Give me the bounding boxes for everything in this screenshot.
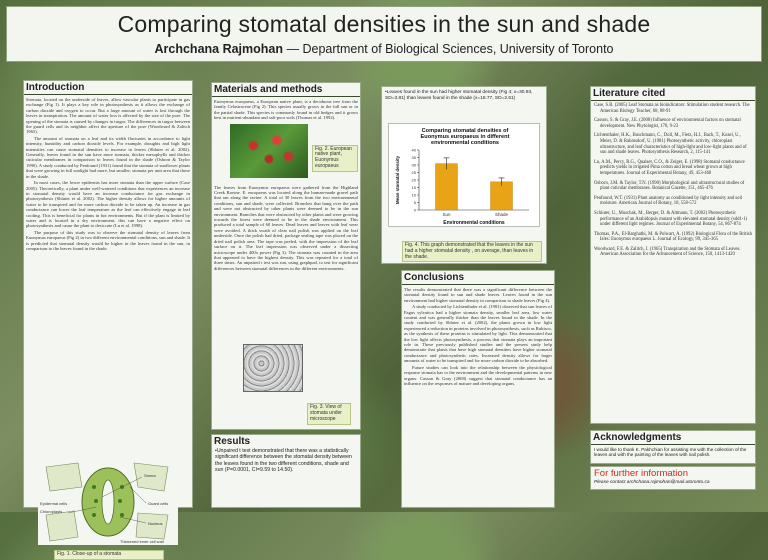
chart-title-line: Comparing stomatal densities of [421, 128, 509, 134]
y-tick-label: 15 [411, 185, 416, 190]
label-inner-wall: Thickened inner cell wall [120, 539, 164, 544]
y-tick-label: 0 [413, 207, 416, 213]
y-tick-label: 10 [411, 192, 416, 198]
introduction-panel [23, 80, 193, 557]
further-info-heading: For further information [594, 468, 688, 479]
fig3-caption: Fig. 3. View of stomata under microscope [307, 403, 351, 425]
y-tick-label: 35 [411, 155, 416, 160]
results-chart-panel [381, 86, 547, 264]
bar [491, 182, 513, 210]
literature-panel [590, 86, 756, 424]
label-epidermal-cells: Epidermal cells [40, 501, 68, 506]
x-tick-label: Shade [494, 212, 509, 217]
label-chloroplasts: Chloroplasts [40, 509, 63, 514]
fig4-caption: Fig. 4. This graph demonstrated that the leaves in the sun had a higher stomatal density , on average, than leaves in the shade. [402, 241, 542, 262]
y-tick-label: 20 [411, 177, 416, 183]
affiliation: — Department of Biological Sciences, University of Toronto [283, 42, 614, 56]
methods-paragraph-1: Euonymus europaeus, a European native plant, is a deciduous tree from the family Celastraceae (Fig 2). This species usually grows in the full sun or in the partial shade. This species is commonly found in old hedges and it grows best in nutrient-abundant and salt-poor soils (Thomas et al. 1992). [214, 99, 358, 121]
bar [436, 164, 458, 210]
reference-item: Casson, S. & Gray, J.E. (2008) Influence of environmental factors on stomatal development. New Phytologist, 178, 9-23 [594, 118, 741, 129]
results-heading: Results [214, 436, 251, 447]
stomata-diagram [38, 457, 178, 545]
label-nucleus: Nucleus [148, 521, 163, 526]
y-tick-label: 25 [411, 170, 416, 175]
bar-chart [389, 124, 541, 228]
introduction-text [24, 97, 192, 251]
acknowledgments-panel [590, 430, 756, 464]
reference-item: Lu, A.M., Percy, R.G., Qualset, C.O., & Zeiger, E. (1998) Stomatal conductance predicts yields in irrigated Pima cotton and bread wheat grown at high temperatures. Journal of Experimental Botany, 49, 453-460 [594, 159, 745, 176]
y-tick-label: 5 [413, 200, 416, 205]
reference-item: Lichtenthaler, H.K., Buschmann, C., Doll, M., Fietz, H.J., Bach, T., Kozel, U., Meier, D. & Rahmsdorf, U. (1981) Photosynthetic activity, chloroplast ultrastructure, and leaf characteristics of high-light and low-light plants and of sun and shade leaves. Photosynthesis Research, 2, 115-141 [594, 133, 747, 156]
results-top-text: •Leaves found in the sun had higher stomatal density (Fig 4; x=30.93, SD=3.81) than leaves found in the shade (x=18.77, SD=2.61) [385, 90, 533, 101]
results-panel [211, 434, 361, 508]
methods-paragraph-2: The leaves from Euonymus europaeus were gathered from the Highland Creek Ravine. E. europaeus was located along the human-made gravel path that ran along the ravine. A total of 30 leaves from the two environmental conditions, sun and shade, were collected. Branches that hung over the path and were not obstructed by other plants were deemed to be in the sun environment. Branches that were obstructed by other plants and were growing towards the forest were deemed to be in the shade environment. This produced a total sample of 60 leaves. Dead leaves and leaves with leaf wear were avoided. A thick swath of clear nail polish was applied on the leaf underside. Once the polish had dried, package sealing tape was placed on the dried nail polish area. The tape was peeled, with the impression of the leaf surface on it. The leaf impression was observed under a dissecting microscope under 400x power (Fig 3). The stomata was counted in the area that appeared to have the highest density. This was repeated for a total of three times. An unpaired t test was run, using graphpad, to test for significant differences between stomatal differences in the different environments. [214, 184, 358, 271]
title-box [6, 6, 762, 62]
author-line [7, 42, 761, 56]
reference-item: Schluter, U., Muschak, M., Berger, D. & Altmann, T. (2002) Photosynthetic performance of an Arabidopsis mutant with elevated stomatal density (sdd1-1) under different light regimes. Journal of Experimental Botany, 54, 867-874 [594, 210, 748, 228]
label-guard-cells: Guard cells [148, 501, 169, 506]
further-info-panel [590, 466, 756, 490]
methods-heading: Materials and methods [212, 83, 360, 97]
acknowledgments-heading: Acknowledgments [591, 431, 755, 445]
further-info-text: Please contact archchana.rajmohan@mail.utoronto.ca [594, 480, 710, 485]
reference-item: Case, S.B. (2005) Leaf Stomata as bioindicators: Stimulation student research. The American Biology Teacher, 68, 88-91 [594, 103, 750, 114]
intro-paragraph: The purpose of this study was to observe the stomatal density of leaves from Euonymus europaeus (Fig 2) in two different environmental conditions, sun and shade. It is predicted that stomatal density would be higher in the leaves found in the sun, in comparison to the leaves found in the shade. [26, 229, 190, 251]
euonymus-photo [230, 124, 308, 178]
chart-box [388, 123, 540, 227]
y-axis-label: Mean stomatal density [395, 155, 400, 205]
reference-item: Thomas, P.A., El-Barghathi, M. & Polwart, A. (1992) Biological Flora of the British Isles: Euonymus europaeus L. Journal of Ecology, 99, 345-365 [594, 231, 752, 243]
fig2-caption: Fig. 2. European native plant, Euonymus europaeus [312, 145, 358, 172]
reference-list [591, 103, 755, 258]
stomata-microscope-photo [243, 344, 303, 392]
y-tick-label: 30 [411, 162, 416, 168]
y-tick-label: 40 [411, 147, 416, 153]
chart-title-line: environmental conditions [430, 140, 500, 146]
fig1-caption: Fig. 1. Close-up of a stomata [54, 550, 164, 560]
results-text: •Unpaired t test demonstrated that there was a statistically significant difference between the stomatal density between the leaves found in the two different conditions, shade and sun (P=0.0001, CI=9.59 to 14.50). [215, 448, 352, 474]
conclusion-paragraph: A study conducted by Lichtenthaler et al. (1981) observed that sun leaves of Fagus sylvatica had a higher stomata density, smaller leaf area, low water content and was generally thicker than the leaves found in the shade. In the study conducted by Shluter et al. (2002), the plants grown in low light experienced a reduction in proteins involved in photosynthesis, such as Rubisco, as the synthesis of these proteins is stimulated by light. This demonstrated that the low light affects photosynthesis, a process that stomata plays an important role in. These previously published studies and the present study help demonstrate that plants that have high stomatal densities have higher stomatal conductance and photosynthetic rates. Increased density allows for larger amounts of water to be transpired and for more carbon dioxide to be absorbed. [404, 304, 552, 364]
conclusion-paragraph: Future studies can look into the relationship between the physiological response stomata has to the environment and the developmental patterns in new organs. Casson & Gray (2008) suggest that stomatal conductance has an influence on the responses of mature and developing organs. [404, 364, 552, 386]
conclusions-text [402, 287, 554, 386]
intro-paragraph: The amount of stomata on a leaf and its width fluctuates in accordance to light intensity, humidity and carbon dioxide levels. For example, droughts and high light intensities can cause stomatal densities to increase in leaves (Shluter et al. 2002). Generally, leaves found in the sun have more stomata, thicker mesophylls and thicker cuticular membranes in comparison to leaves found in the shade (Osborn & Taylor 1990). A study conducted by Penfound (1931) found that the stomata of sunflower plants that were growing in full sunlight had more, but smaller, stomata per unit area that those in the shade. [26, 135, 190, 179]
chart-title-line: Euonymus europaeus in different [420, 134, 510, 140]
reference-item: Osborn, J.M. & Taylor, T.N. (1990) Morphological and ultrastructural studies of plant cuticular membranes. Botanical Gazette, 151, 465-476 [594, 180, 745, 192]
conclusions-heading: Conclusions [402, 271, 554, 285]
conclusion-paragraph: The results demonstrated that there was a significant difference between the stomatal density found in sun and shade leaves. Leaves found in the sun environment had higher stomatal density in comparison to shade leaves (Fig 4). [404, 287, 552, 303]
literature-heading: Literature cited [591, 87, 755, 101]
acknowledgments-text: I would like to thank K. Pakhchian for assisting me with the collection of the leaves and with the painting of the leaves with nail polish. [594, 447, 747, 458]
introduction-heading: Introduction [24, 81, 192, 95]
author-name: Archchana Rajmohan [154, 42, 284, 56]
label-stoma: Stoma [144, 473, 156, 478]
intro-paragraph: Stomata, located on the underside of leaves, allow vascular plants to participate in gas exchange (Fig 1). It plays a key role in photosynthesis as it allows the exchange of carbon dioxide and oxygen to occur. But a large amount of water is lost through the leaves in transpiration. The amount of water loss is affected by the size of the pore. The opening of the stomata is caused by changes in turgor. The differences in turgor between the guard cells and its neighbor affect the aperture of the pore (Woodward & Zalitch 1965). [26, 97, 190, 135]
conclusions-panel [401, 270, 555, 508]
x-tick-label: Sun [442, 212, 451, 217]
reference-item: Woodward, F.E. & Zalitch, I. (1965) Transpiration and the Stomata of Leaves. American Association for the Advancement of Science, 150, 1413-1420 [594, 246, 741, 258]
intro-paragraph: In most cases, the lower epidermis has more stomata than the upper surface (Case 2005). Theoretically, a plant under well-watered conditions that experiences an increase in stomatal density would have an increase conductance for gas exchange in photosynthesis (Shluter et al. 2002). The higher density allows for higher amounts of water to be transpired and for more carbon dioxide to be taken up. An increase in gas conductance can lower the leaf temperature as the leaf can effectively engage in leaf cooling. This is beneficial for plants in hot environments. But if the plant is limited by water and is located in a dry environment, this can have a negative effect on photosynthesis and cause the plant to desiccate (Lu et al. 1998). [26, 180, 190, 229]
poster-title: Comparing stomatal densities in the sun and shade [117, 11, 651, 37]
x-axis-label: Environmental conditions [443, 220, 505, 226]
reference-item: Penfound, W.T. (1931) Plant anatomy as conditioned by light intensity and soil moisture. American Journal of Botany, 18, 558-572 [594, 195, 743, 207]
